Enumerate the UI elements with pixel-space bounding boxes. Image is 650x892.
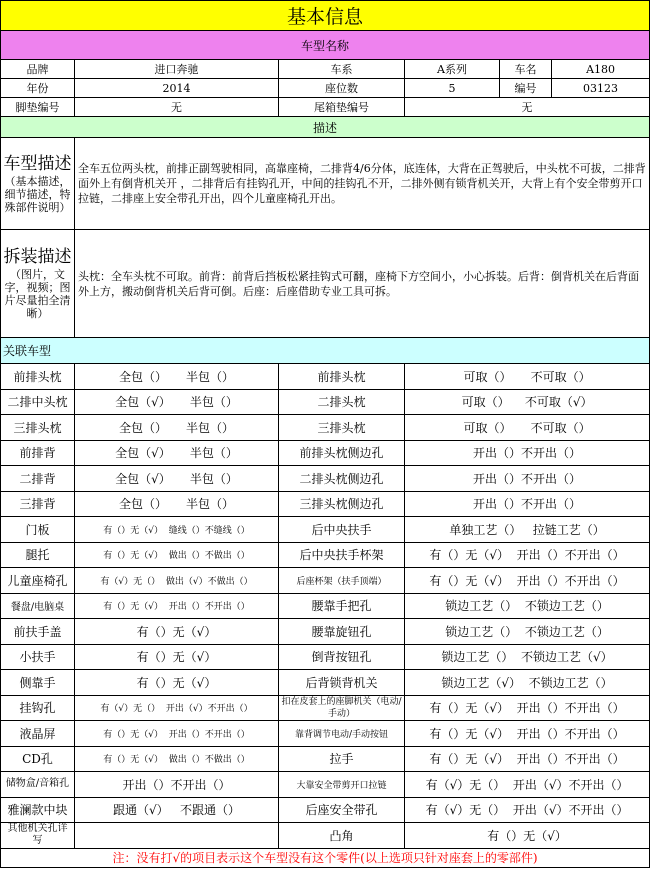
option-choice[interactable]: 有（√）无（） 开出（√）不开出（） [405, 772, 650, 798]
option-label: 腰靠手把孔 [279, 593, 405, 619]
option-choice[interactable] [75, 823, 279, 849]
related-models-header: 关联车型 [1, 338, 650, 364]
option-row [1, 695, 650, 721]
option-choice[interactable]: 有（）无（√） 开出（）不开出（） [75, 593, 279, 619]
option-label: 靠背调节电动/手动按钮 [279, 721, 405, 747]
option-row [1, 644, 650, 670]
option-row [1, 721, 650, 747]
install-description-title: 拆装描述 [3, 247, 72, 267]
option-row [1, 440, 650, 466]
option-label: 大靠安全带剪开口拉链 [279, 772, 405, 798]
option-row [1, 670, 650, 696]
option-choice[interactable]: 有（）无（√） 缝线（）不缝线（） [75, 517, 279, 543]
option-label: 前排背 [1, 440, 75, 466]
sheet-title: 基本信息 [1, 1, 650, 31]
option-label: 凸角 [279, 823, 405, 849]
trunkmat-label: 尾箱垫编号 [279, 98, 405, 117]
option-choice[interactable]: 有（）无（√） 做出（）不做出（） [75, 542, 279, 568]
year-label: 年份 [1, 79, 75, 98]
option-label: 三排头枕 [1, 415, 75, 441]
option-label: 倒背按钮孔 [279, 644, 405, 670]
option-row [1, 823, 650, 849]
option-label: 后座安全带孔 [279, 797, 405, 823]
option-choice[interactable]: 全包（√） 半包（） [75, 466, 279, 492]
option-row [1, 517, 650, 543]
option-choice[interactable]: 开出（）不开出（） [75, 772, 279, 798]
option-label: 三排头枕 [279, 415, 405, 441]
option-choice[interactable]: 全包（√） 半包（） [75, 440, 279, 466]
option-row [1, 619, 650, 645]
option-label: 储物盒/音箱孔 [1, 772, 75, 798]
option-choice[interactable]: 全包（） 半包（） [75, 364, 279, 390]
option-choice[interactable]: 有（）无（√） 开出（）不开出（） [405, 568, 650, 594]
option-choice[interactable]: 开出（）不开出（） [405, 440, 650, 466]
option-choice[interactable]: 跟通（√） 不跟通（） [75, 797, 279, 823]
option-label: 后中央扶手杯架 [279, 542, 405, 568]
option-choice[interactable]: 锁边工艺（√） 不锁边工艺（） [405, 670, 650, 696]
option-label: 二排头枕侧边孔 [279, 466, 405, 492]
option-label: 前排头枕 [1, 364, 75, 390]
option-choice[interactable]: 有（√）无（） 做出（√）不做出（） [75, 568, 279, 594]
model-description-title: 车型描述 [3, 153, 72, 174]
option-label: 三排头枕侧边孔 [279, 491, 405, 517]
option-label: 其他机关孔详写 [1, 823, 75, 849]
option-choice[interactable]: 有（）无（√） 开出（）不开出（） [405, 542, 650, 568]
car-name-label: 车名 [500, 60, 552, 79]
option-label: 侧靠手 [1, 670, 75, 696]
footmat-label: 脚垫编号 [1, 98, 75, 117]
option-label: 腿托 [1, 542, 75, 568]
option-choice[interactable]: 可取（） 不可取（√） [405, 389, 650, 415]
option-row [1, 491, 650, 517]
option-choice[interactable]: 可取（） 不可取（） [405, 415, 650, 441]
brand-value[interactable]: 进口奔驰 [75, 60, 279, 79]
option-choice[interactable]: 开出（）不开出（） [405, 491, 650, 517]
option-label: 后背锁背机关 [279, 670, 405, 696]
option-label: 餐盘/电脑桌 [1, 593, 75, 619]
footmat-value[interactable]: 无 [75, 98, 279, 117]
code-label: 编号 [500, 79, 552, 98]
option-label: 小扶手 [1, 644, 75, 670]
option-row [1, 772, 650, 798]
option-choice[interactable]: 有（）无（√） [75, 670, 279, 696]
option-label: 前排头枕 [279, 364, 405, 390]
description-header: 描述 [1, 117, 650, 138]
year-value[interactable]: 2014 [75, 79, 279, 98]
option-row [1, 593, 650, 619]
option-row [1, 415, 650, 441]
option-choice[interactable]: 锁边工艺（） 不锁边工艺（） [405, 619, 650, 645]
footnote: 注：没有打√的项目表示这个车型没有这个零件(以上选项只针对座套上的零部件) [1, 848, 650, 867]
option-choice[interactable]: 有（）无（√） 开出（）不开出（） [405, 695, 650, 721]
option-label: 二排背 [1, 466, 75, 492]
option-label: 扣在皮套上的座脚机关（电动/手动） [279, 695, 405, 721]
car-name-value[interactable]: A180 [552, 60, 650, 79]
option-row [1, 542, 650, 568]
option-label: CD孔 [1, 746, 75, 772]
seats-value[interactable]: 5 [405, 79, 500, 98]
option-choice[interactable]: 锁边工艺（） 不锁边工艺（） [405, 593, 650, 619]
option-choice[interactable]: 有（√）无（） 开出（√）不开出（） [405, 797, 650, 823]
option-choice[interactable]: 有（）无（√） 开出（）不开出（） [75, 721, 279, 747]
brand-label: 品牌 [1, 60, 75, 79]
install-description-label [1, 230, 75, 338]
option-label: 三排背 [1, 491, 75, 517]
code-value[interactable]: 03123 [552, 79, 650, 98]
option-label: 腰靠旋钮孔 [279, 619, 405, 645]
option-choice[interactable]: 开出（）不开出（） [405, 466, 650, 492]
model-name-header: 车型名称 [1, 31, 650, 60]
option-label: 前扶手盖 [1, 619, 75, 645]
option-choice[interactable]: 有（）无（√） [405, 823, 650, 849]
install-description-hint: （图片，文字，视频；图片尽量拍全清晰） [4, 268, 71, 320]
trunkmat-value[interactable]: 无 [405, 98, 650, 117]
series-label: 车系 [279, 60, 405, 79]
option-label: 挂钩孔 [1, 695, 75, 721]
option-label: 雅澜款中块 [1, 797, 75, 823]
option-choice[interactable]: 锁边工艺（） 不锁边工艺（√） [405, 644, 650, 670]
seats-label: 座位数 [279, 79, 405, 98]
model-description-label [1, 138, 75, 230]
option-choice[interactable]: 有（√）无（） 开出（√）不开出（） [75, 695, 279, 721]
option-row [1, 364, 650, 390]
model-description-text[interactable]: 全车五位两头枕，前排正副驾驶相同，高靠座椅，二排背4/6分体，底连体，大背在正驾驶后，中头枕不可拔，二排背面外上有倒背机关开 ，二排背后有挂钩孔开，中间的挂钩孔不开，二排外侧有锁背机关开，大背上有个安全带剪开口拉链，二排座上安全带孔开出，四个儿童座椅孔开出。 [75, 138, 650, 230]
option-label: 拉手 [279, 746, 405, 772]
option-row [1, 389, 650, 415]
option-label: 二排中头枕 [1, 389, 75, 415]
option-choice[interactable]: 全包（√） 半包（） [75, 389, 279, 415]
option-row [1, 466, 650, 492]
option-row [1, 797, 650, 823]
series-value[interactable]: A系列 [405, 60, 500, 79]
option-choice[interactable]: 有（）无（√） 开出（）不开出（） [405, 746, 650, 772]
model-description-hint: （基本描述，细节描述，特殊部件说明） [4, 174, 71, 214]
option-label: 后中央扶手 [279, 517, 405, 543]
install-description-text[interactable]: 头枕：全车头枕不可取。前背：前背后挡板松紧挂钩式可翻，座椅下方空间小，小心拆装。后背：倒背机关在后背面外上方，搬动倒背机关后背可倒。后座：后座借助专业工具可拆。 [75, 230, 650, 338]
option-label: 液晶屏 [1, 721, 75, 747]
option-choice[interactable]: 有（）无（√） [75, 619, 279, 645]
option-label: 后座杯架（扶手顶端） [279, 568, 405, 594]
option-label: 前排头枕侧边孔 [279, 440, 405, 466]
option-row [1, 746, 650, 772]
option-choice[interactable]: 有（）无（√） [75, 644, 279, 670]
option-choice[interactable]: 单独工艺（） 拉链工艺（） [405, 517, 650, 543]
option-label: 儿童座椅孔 [1, 568, 75, 594]
option-rows [1, 364, 650, 849]
option-choice[interactable]: 有（）无（√） 做出（）不做出（） [75, 746, 279, 772]
option-label: 门板 [1, 517, 75, 543]
option-choice[interactable]: 可取（） 不可取（） [405, 364, 650, 390]
option-choice[interactable]: 全包（） 半包（） [75, 491, 279, 517]
option-choice[interactable]: 全包（） 半包（） [75, 415, 279, 441]
option-label: 二排头枕 [279, 389, 405, 415]
option-row [1, 568, 650, 594]
option-choice[interactable]: 有（）无（√） 开出（）不开出（） [405, 721, 650, 747]
